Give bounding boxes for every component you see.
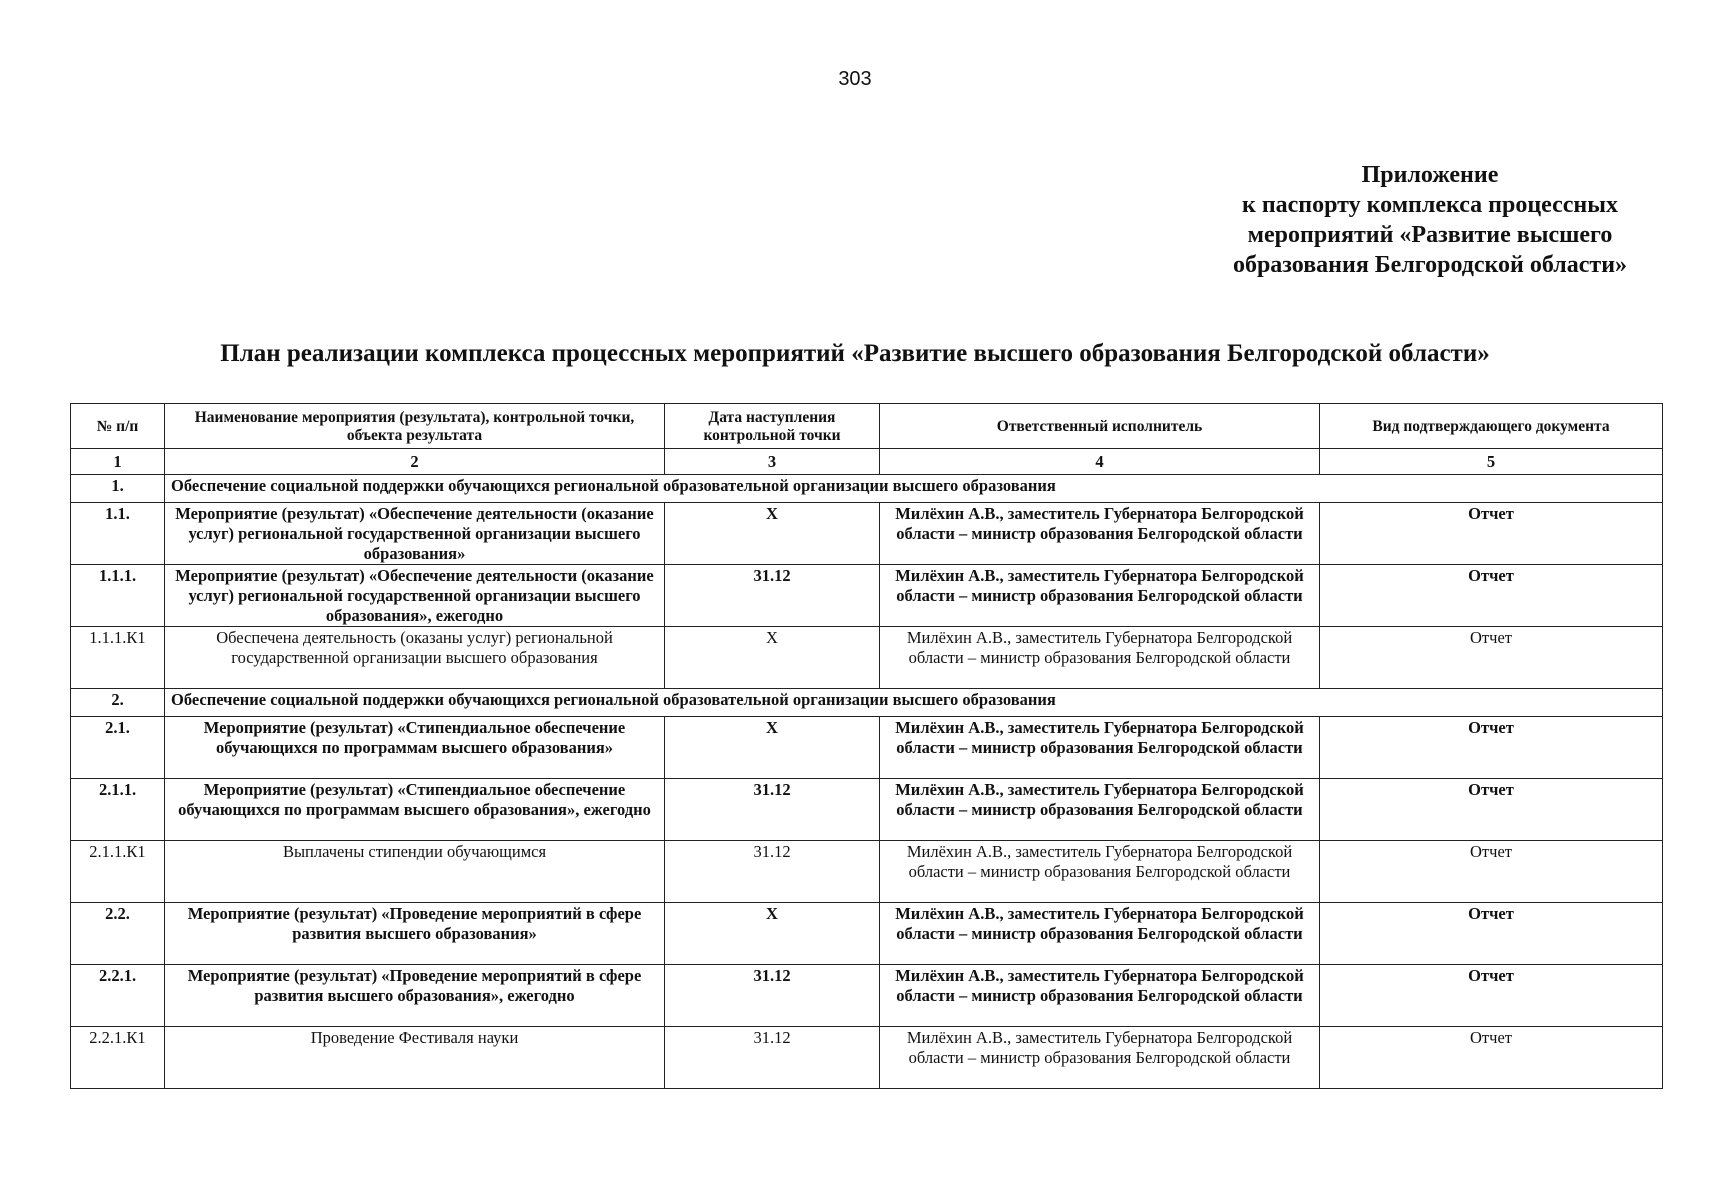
row-name: Проведение Фестиваля науки	[165, 1027, 665, 1089]
row-name: Мероприятие (результат) «Стипендиальное обеспечение обучающихся по программам высшего образования»	[165, 717, 665, 779]
row-number: 2.1.1.	[71, 779, 165, 841]
header-cell-doc: Вид подтверждающего документа	[1320, 404, 1663, 449]
row-document: Отчет	[1320, 903, 1663, 965]
plan-table	[70, 403, 1663, 1089]
column-number: 4	[880, 449, 1320, 475]
column-number: 5	[1320, 449, 1663, 475]
row-number: 2.1.	[71, 717, 165, 779]
row-name: Обеспечена деятельность (оказаны услуг) региональной государственной организации высшего образования	[165, 627, 665, 689]
section-number: 1.	[71, 475, 165, 503]
column-number-row	[71, 449, 1663, 475]
appendix-caption	[1175, 160, 1685, 280]
row-responsible: Милёхин А.В., заместитель Губернатора Белгородской области – министр образования Белгородской области	[880, 717, 1320, 779]
section-name: Обеспечение социальной поддержки обучающихся региональной образовательной организации высшего образования	[165, 475, 1663, 503]
row-name: Мероприятие (результат) «Проведение мероприятий в сфере развития высшего образования», ежегодно	[165, 965, 665, 1027]
row-date: Х	[665, 503, 880, 565]
header-row	[71, 404, 1663, 449]
row-date: Х	[665, 627, 880, 689]
table-row	[71, 841, 1663, 903]
row-name: Мероприятие (результат) «Проведение мероприятий в сфере развития высшего образования»	[165, 903, 665, 965]
table-row	[71, 1027, 1663, 1089]
appendix-line: образования Белгородской области»	[1232, 252, 1628, 278]
row-responsible: Милёхин А.В., заместитель Губернатора Белгородской области – министр образования Белгородской области	[880, 903, 1320, 965]
row-number: 2.2.1.К1	[71, 1027, 165, 1089]
appendix-line: Приложение	[1361, 162, 1499, 188]
row-document: Отчет	[1320, 1027, 1663, 1089]
row-date: Х	[665, 903, 880, 965]
section-row	[71, 689, 1663, 717]
row-date: 31.12	[665, 779, 880, 841]
table-row	[71, 779, 1663, 841]
section-row	[71, 475, 1663, 503]
row-date: Х	[665, 717, 880, 779]
row-number: 1.1.1.	[71, 565, 165, 627]
row-document: Отчет	[1320, 841, 1663, 903]
row-number: 1.1.	[71, 503, 165, 565]
column-number: 3	[665, 449, 880, 475]
section-name: Обеспечение социальной поддержки обучающихся региональной образовательной организации высшего образования	[165, 689, 1663, 717]
table-row	[71, 627, 1663, 689]
row-number: 2.1.1.К1	[71, 841, 165, 903]
row-number: 2.2.	[71, 903, 165, 965]
row-responsible: Милёхин А.В., заместитель Губернатора Белгородской области – министр образования Белгородской области	[880, 565, 1320, 627]
row-responsible: Милёхин А.В., заместитель Губернатора Белгородской области – министр образования Белгородской области	[880, 1027, 1320, 1089]
row-responsible: Милёхин А.В., заместитель Губернатора Белгородской области – министр образования Белгородской области	[880, 965, 1320, 1027]
table-row	[71, 503, 1663, 565]
appendix-line: мероприятий «Развитие высшего	[1247, 222, 1613, 248]
header-cell-num: № п/п	[71, 404, 165, 449]
page-number: 303	[838, 68, 872, 90]
row-number: 2.2.1.	[71, 965, 165, 1027]
row-document: Отчет	[1320, 965, 1663, 1027]
row-name: Мероприятие (результат) «Обеспечение деятельности (оказание услуг) региональной государственной организации высшего образования», ежегодно	[165, 565, 665, 627]
header-cell-date: Дата наступления контрольной точки	[665, 404, 880, 449]
row-date: 31.12	[665, 565, 880, 627]
appendix-line: к паспорту комплекса процессных	[1242, 192, 1618, 218]
row-name: Мероприятие (результат) «Обеспечение деятельности (оказание услуг) региональной государственной организации высшего образования»	[165, 503, 665, 565]
row-document: Отчет	[1320, 627, 1663, 689]
table-row	[71, 565, 1663, 627]
column-number: 2	[165, 449, 665, 475]
row-responsible: Милёхин А.В., заместитель Губернатора Белгородской области – министр образования Белгородской области	[880, 779, 1320, 841]
row-date: 31.12	[665, 1027, 880, 1089]
table-row	[71, 717, 1663, 779]
plan-title: План реализации комплекса процессных мероприятий «Развитие высшего образования Белгородской области»	[220, 340, 1490, 367]
row-responsible: Милёхин А.В., заместитель Губернатора Белгородской области – министр образования Белгородской области	[880, 503, 1320, 565]
row-responsible: Милёхин А.В., заместитель Губернатора Белгородской области – министр образования Белгородской области	[880, 841, 1320, 903]
column-number: 1	[71, 449, 165, 475]
header-cell-name: Наименование мероприятия (результата), контрольной точки, объекта результата	[165, 404, 665, 449]
table-row	[71, 903, 1663, 965]
row-name: Выплачены стипендии обучающимся	[165, 841, 665, 903]
row-name: Мероприятие (результат) «Стипендиальное обеспечение обучающихся по программам высшего образования», ежегодно	[165, 779, 665, 841]
row-document: Отчет	[1320, 565, 1663, 627]
row-document: Отчет	[1320, 717, 1663, 779]
row-document: Отчет	[1320, 779, 1663, 841]
row-number: 1.1.1.К1	[71, 627, 165, 689]
header-cell-responsible: Ответственный исполнитель	[880, 404, 1320, 449]
table-row	[71, 965, 1663, 1027]
row-date: 31.12	[665, 965, 880, 1027]
row-date: 31.12	[665, 841, 880, 903]
row-responsible: Милёхин А.В., заместитель Губернатора Белгородской области – министр образования Белгородской области	[880, 627, 1320, 689]
row-document: Отчет	[1320, 503, 1663, 565]
section-number: 2.	[71, 689, 165, 717]
